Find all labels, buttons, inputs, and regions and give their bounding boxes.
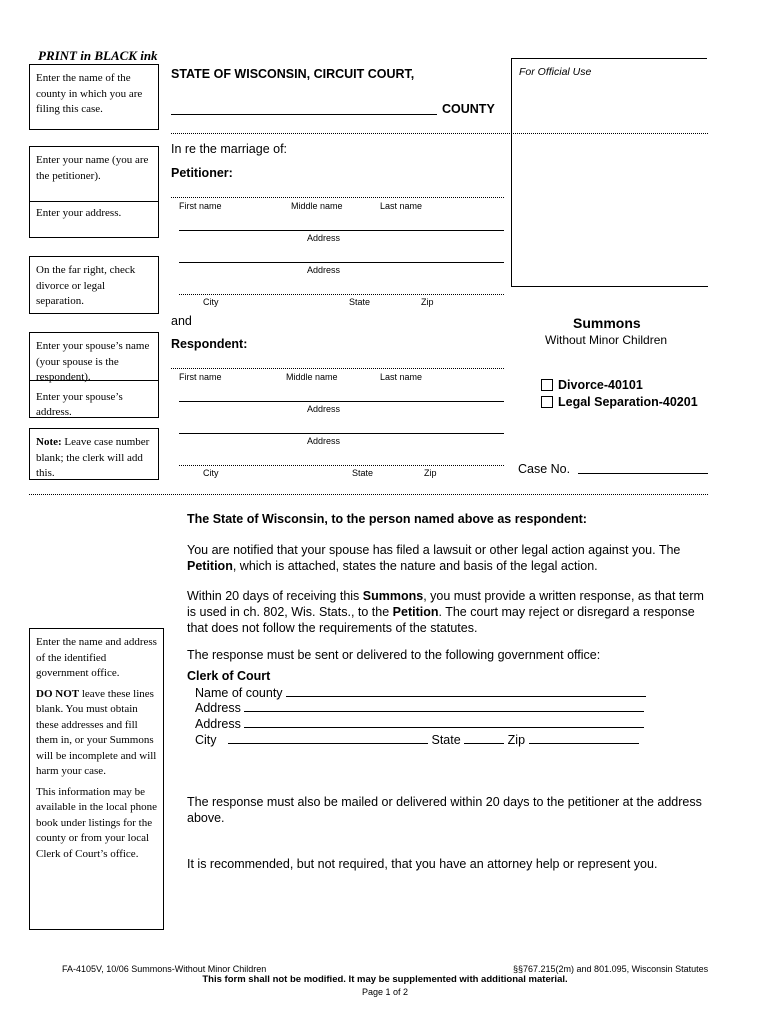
note-case	[29, 428, 159, 480]
divorce-checkbox[interactable]	[541, 379, 553, 391]
p2-c: . The court may reject or disregard a response that does not follow the requirements of the statutes.	[187, 605, 695, 635]
clerk-name-row	[195, 685, 646, 701]
pet-middle-name: Middle name	[291, 201, 343, 211]
state-field[interactable]	[464, 732, 504, 744]
clerk-address-row-1	[195, 700, 644, 716]
case-no-line[interactable]	[578, 473, 708, 474]
zip-field[interactable]	[529, 732, 639, 744]
note-county-text: Enter the name of the county in which you are filing this case.	[36, 72, 143, 115]
pet-address-2: Address	[307, 265, 341, 275]
case-no-label: Case No.	[518, 462, 571, 476]
resp-address-2: Address	[307, 436, 341, 446]
resp-zip: Zip	[424, 468, 437, 478]
summons-subtitle: Without Minor Children	[545, 333, 668, 347]
note-case-bold: Note:	[36, 436, 62, 448]
pet-address-1: Address	[307, 233, 341, 243]
resp-last-name: Last name	[380, 372, 423, 382]
note-county	[29, 64, 159, 130]
p2-bold-2: Petition	[392, 605, 439, 619]
p2-a: Within 20 days of receiving this	[187, 589, 363, 603]
separation-checkbox[interactable]	[541, 396, 553, 408]
zip-label: Zip	[507, 733, 526, 747]
resp-address-1: Address	[307, 404, 341, 414]
note-gov-2-bold: DO NOT	[36, 687, 80, 700]
pet-first-name: First name	[179, 201, 222, 211]
pet-zip: Zip	[421, 297, 434, 307]
body-heading: The State of Wisconsin, to the person named above as respondent:	[187, 512, 587, 526]
p2-b: , you must provide a written response, as that term is used in ch. 802, Wis. Stats., to the	[187, 589, 704, 619]
p1-bold: Petition	[187, 559, 233, 573]
in-re-label: In re the marriage of:	[171, 142, 288, 156]
note-check-text: On the far right, check divorce or legal separation.	[36, 264, 136, 307]
paragraph-4: The response must also be mailed or delivered within 20 days to the petitioner at the address above.	[187, 795, 702, 825]
name-of-county-field[interactable]	[286, 685, 646, 697]
p1-a: You are notified that your spouse has filed a lawsuit or other legal action against you. The	[187, 543, 681, 557]
footer-statutes: §§767.215(2m) and 801.095, Wisconsin Statutes	[513, 964, 709, 974]
footer-page: Page 1 of 2	[361, 987, 409, 997]
petitioner-label: Petitioner:	[171, 166, 233, 180]
note-spouse-address-text: Enter your spouse’s address.	[36, 390, 123, 418]
note-spouse-name-text: Enter your spouse’s name (your spouse is the respondent).	[36, 340, 150, 383]
resp-state: State	[352, 468, 374, 478]
city-field[interactable]	[228, 732, 428, 744]
state-label: State	[431, 733, 461, 747]
pet-state: State	[349, 297, 371, 307]
note-spouse	[29, 332, 159, 418]
note-gov-2-text: leave these lines blank. You must obtain these addresses and fill them in, or your Summons will be incomplete and will harm your case.	[36, 687, 157, 777]
p1-b: , which is attached, states the nature and basis of the legal action.	[232, 559, 598, 573]
clerk-city-row	[195, 732, 639, 748]
summons-title: Summons	[573, 315, 641, 331]
p2-bold-1: Summons	[362, 589, 424, 603]
note-case-text: Leave case number blank; the clerk will add this.	[36, 436, 150, 479]
county-line[interactable]	[171, 114, 437, 115]
resp-middle-name: Middle name	[286, 372, 338, 382]
footer-form-id: FA-4105V, 10/06 Summons-Without Minor Children	[62, 964, 267, 974]
resp-first-name: First name	[179, 372, 222, 382]
clerk-address-row-2	[195, 716, 644, 732]
clerk-heading: Clerk of Court	[187, 669, 271, 683]
name-of-county-label: Name of county	[195, 686, 283, 700]
note-petitioner	[29, 146, 159, 238]
pet-address-line-2[interactable]	[179, 262, 504, 263]
pet-address-line-1[interactable]	[179, 230, 504, 231]
divorce-label: Divorce-40101	[558, 378, 643, 392]
pet-city: City	[203, 297, 219, 307]
separation-label: Legal Separation-40201	[558, 395, 698, 409]
resp-city: City	[203, 468, 219, 478]
paragraph-3: The response must be sent or delivered to the following government office:	[187, 648, 601, 662]
paragraph-5: It is recommended, but not required, that you have an attorney help or represent you.	[187, 857, 658, 871]
print-note: PRINT in BLACK ink	[38, 48, 158, 63]
address-1-field[interactable]	[244, 700, 644, 712]
address-1-label: Address	[195, 701, 241, 715]
and-label: and	[171, 314, 192, 328]
note-gov-3: This information may be available in the local phone book under listings for the county or from your local Clerk of Court’s office.	[36, 785, 157, 860]
note-government	[29, 628, 164, 930]
note-petitioner-text: Enter your name (you are the petitioner).	[36, 154, 149, 182]
city-label: City	[195, 733, 217, 747]
footer-notice: This form shall not be modified. It may be supplemented with additional material.	[202, 974, 568, 985]
address-2-field[interactable]	[244, 716, 644, 728]
resp-address-line-1[interactable]	[179, 401, 504, 402]
court-title: STATE OF WISCONSIN, CIRCUIT COURT,	[171, 67, 415, 81]
county-label: COUNTY	[442, 102, 495, 116]
official-use-label: For Official Use	[519, 66, 592, 78]
resp-address-line-2[interactable]	[179, 433, 504, 434]
note-gov-1: Enter the name and address of the identified government office.	[36, 636, 157, 679]
paragraph-2	[187, 588, 707, 636]
pet-last-name: Last name	[380, 201, 423, 211]
paragraph-1	[187, 542, 717, 574]
note-check	[29, 256, 159, 314]
official-use-box	[511, 58, 708, 287]
note-address-text: Enter your address.	[36, 207, 122, 219]
respondent-label: Respondent:	[171, 337, 248, 351]
address-2-label: Address	[195, 717, 241, 731]
